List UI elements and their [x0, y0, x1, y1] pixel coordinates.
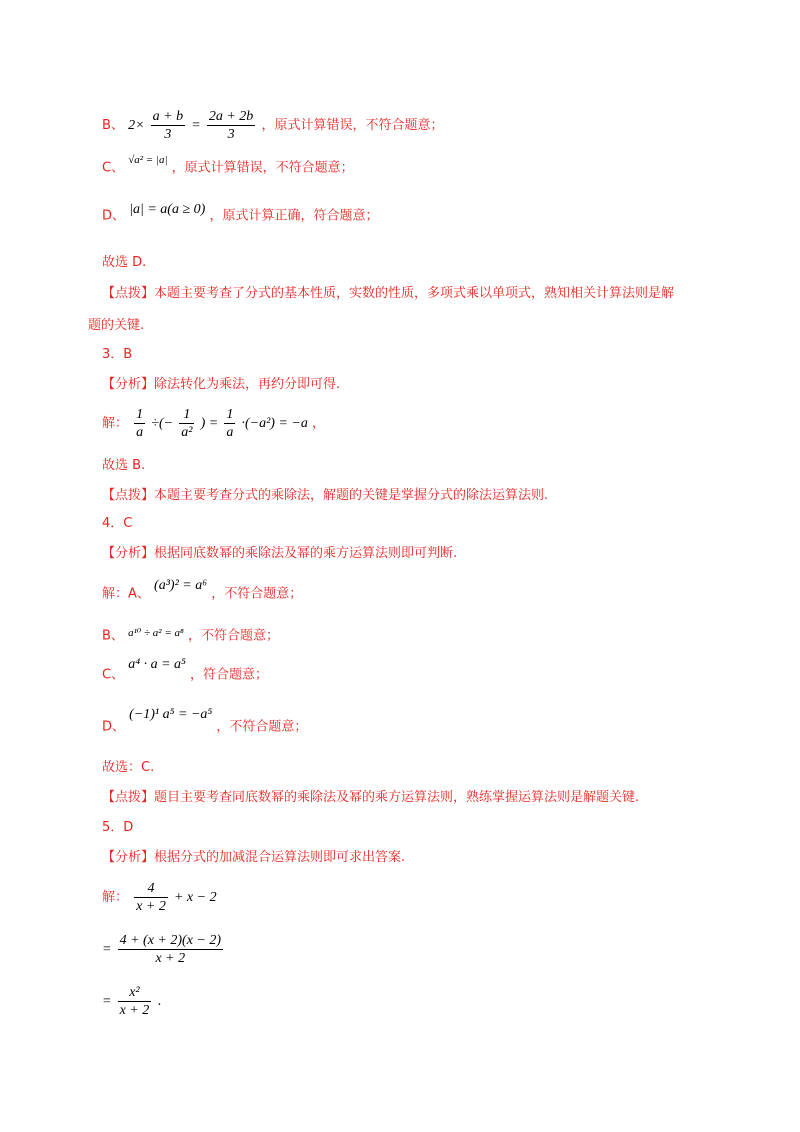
q4-option-a-line [102, 578, 303, 603]
fraction-denominator: x + 2 [119, 1003, 150, 1018]
option-b-text: ，原式计算错误，不符合题意； [261, 118, 444, 133]
equals-sign: = [102, 941, 112, 957]
solution-3-tail: ·(−a²) = −a [241, 415, 308, 431]
conclusion-d: 故选 D. [102, 255, 147, 270]
fraction-denominator: a [226, 425, 234, 440]
equals-sign: = [102, 993, 112, 1009]
q4-option-d-label: D、 [102, 719, 126, 735]
solution-3-equals: ) = [200, 415, 219, 431]
solution-5-line-1 [102, 880, 217, 915]
solution-5-line-2 [102, 932, 225, 967]
fraction-denominator: 3 [164, 127, 172, 142]
fraction-numerator: x² [118, 984, 152, 1002]
q4-option-d-line [102, 707, 308, 736]
solution-5-line-3 [102, 984, 162, 1019]
q4-option-c-label: C、 [102, 667, 125, 683]
solution-3-fraction-1 [134, 406, 145, 441]
dianbo-2: 【点拨】本题主要考查了分式的基本性质，实数的性质，多项式乘以单项式，熟知相关计算法则是解 [102, 286, 675, 301]
solution-3-divide: ÷(− [151, 415, 174, 431]
solution-label: 解： [102, 890, 129, 905]
option-b-fraction-1 [151, 108, 185, 143]
q4-option-b-line [102, 628, 279, 645]
fraction-numerator: 4 + (x + 2)(x − 2) [119, 933, 222, 948]
option-d-text: ，原式计算正确，符合题意； [209, 208, 379, 224]
fraction-numerator: 1 [179, 406, 194, 424]
solution-label: 解： [102, 416, 129, 431]
option-c-math: √a² = |a| [128, 154, 168, 166]
solution-3-fraction-2 [179, 406, 194, 441]
q4-option-d-math: (−1)¹ a⁵ = −a⁵ [129, 707, 213, 722]
q4-option-c-text: ，符合题意； [190, 667, 269, 683]
fraction-numerator: a + b [152, 109, 184, 124]
dianbo-3: 【点拨】本题主要考查分式的乘除法，解题的关键是掌握分式的除法运算法则. [102, 488, 549, 503]
q4-option-b-math: a¹⁰ ÷ a² = a⁸ [128, 627, 184, 639]
fraction-denominator: a² [181, 425, 193, 440]
solution-3-end: ， [311, 416, 325, 431]
q4-option-c-line [102, 657, 269, 684]
option-b-prefix: 2× [128, 117, 145, 133]
solution-5-fraction-1 [134, 880, 168, 915]
option-b-line [102, 108, 443, 143]
option-c-text: ，原式计算错误，不符合题意； [171, 160, 354, 176]
q4-option-b-text: ，不符合题意； [188, 628, 280, 644]
question-3-answer: 3．B [102, 347, 133, 362]
q4-option-c-math: a⁴ · a = a⁵ [128, 657, 186, 672]
fraction-numerator: 1 [226, 407, 234, 422]
dianbo-2-continued: 题的关键. [88, 318, 145, 333]
option-d-math: |a| = a(a ≥ 0) [129, 202, 206, 217]
analysis-3: 【分析】除法转化为乘法，再约分即可得. [102, 377, 341, 392]
analysis-5: 【分析】根据分式的加减混合运算法则即可求出答案. [102, 850, 406, 865]
q4-option-d-text: ，不符合题意； [216, 719, 308, 735]
equals-sign: = [191, 117, 201, 133]
solution-5-tail: + x − 2 [173, 889, 217, 905]
fraction-denominator: 3 [227, 127, 235, 142]
fraction-denominator: x + 2 [136, 899, 166, 914]
question-5-answer: 5．D [102, 820, 134, 835]
fraction-numerator: 2a + 2b [208, 109, 254, 124]
q4-option-b-label: B、 [102, 628, 124, 644]
solution-3-line [102, 406, 325, 441]
fraction-denominator: x + 2 [155, 951, 186, 966]
option-c-label: C、 [102, 160, 125, 176]
conclusion-c: 故选：C. [102, 760, 155, 775]
option-b-label: B、 [102, 118, 124, 133]
analysis-4: 【分析】根据同底数幂的乘除法及幂的乘方运算法则即可判断. [102, 546, 458, 561]
solution-3-fraction-3 [224, 406, 235, 441]
question-4-answer: 4．C [102, 516, 133, 531]
option-d-line [102, 202, 379, 225]
q4-option-a-text: ，不符合题意； [211, 586, 303, 602]
dianbo-4: 【点拨】题目主要考查同底数幂的乘除法及幂的乘方运算法则，熟练掌握运算法则是解题关键. [102, 790, 640, 805]
option-d-label: D、 [102, 208, 126, 224]
conclusion-b: 故选 B. [102, 458, 146, 473]
solution-5-fraction-2 [118, 932, 223, 967]
q4-option-a-label: 解：A、 [102, 586, 150, 602]
fraction-numerator: 1 [136, 407, 144, 422]
solution-5-fraction-3 [118, 984, 152, 1019]
fraction-denominator: a [136, 425, 144, 440]
option-c-line [102, 154, 354, 177]
option-b-fraction-2 [207, 108, 255, 143]
q4-option-a-math: (a³)² = a⁶ [154, 578, 208, 593]
fraction-numerator: 4 [134, 880, 168, 898]
solution-5-end: . [157, 994, 162, 1009]
